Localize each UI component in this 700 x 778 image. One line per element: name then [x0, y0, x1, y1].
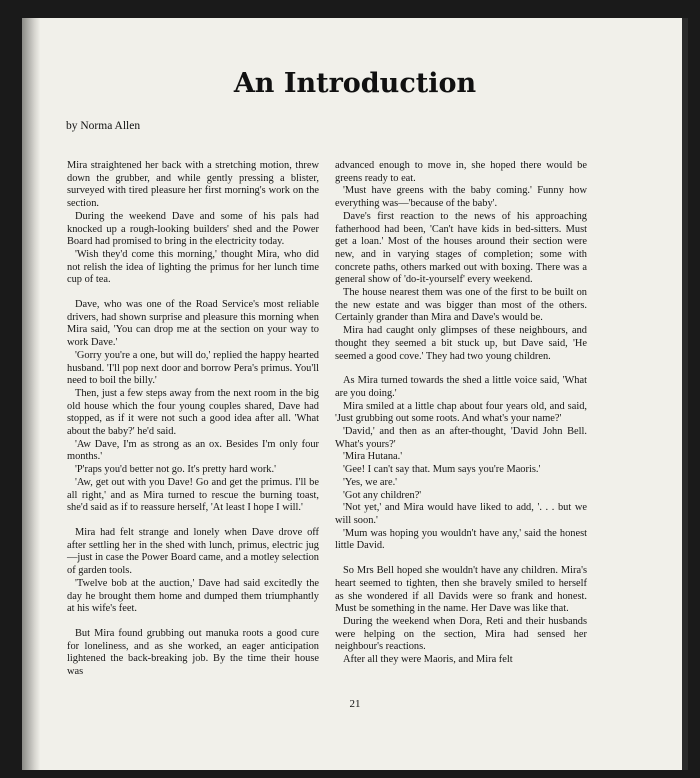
paragraph: 'Not yet,' and Mira would have liked to add, '. . . but we will soon.' [335, 502, 587, 526]
article-title: An Introduction [233, 68, 477, 99]
paragraph: During the weekend Dave and some of his pals had knocked up a rough-looking builders' shed and the Power Board had promised to bring in the electricity today. [67, 210, 319, 248]
paragraph: Dave's first reaction to the news of his approaching fatherhood had been, 'Can't have kids in bed-sitters. Must get a loan.' Most of the houses around their section were new, and in varying stages of completion; some with concrete paths, others marked out with boxing. There was a general show of 'do-it-yourself' every weekend. [335, 210, 587, 286]
paragraph: 'Got any children?' [343, 489, 422, 501]
paragraph: Then, just a few steps away from the next room in the big old house which the four young couples shared, Dave had stopped, as if it were not such a good idea after all. 'What about the baby?' he'd said. [67, 387, 319, 438]
paragraph: 'Gee! I can't say that. Mum says you're Maoris.' [343, 464, 541, 476]
paragraph: 'P'raps you'd better not go. It's pretty hard work.' [75, 464, 276, 476]
paragraph: advanced enough to move in, she hoped there would be greens ready to eat. [335, 160, 587, 184]
text-column-right [335, 160, 587, 667]
paragraph: 'Wish they'd come this morning,' thought Mira, who did not relish the idea of lighting the primus for her lunch time cup of tea. [67, 248, 319, 286]
paragraph: Mira straightened her back with a stretching motion, threw down the grubber, and while gently pressing a blister, surveyed with tired pleasure her first morning's work on the section. [67, 160, 319, 210]
paragraph: 'Twelve bob at the auction,' Dave had said excitedly the day he brought them home and dumped them triumphantly at his wife's feet. [67, 577, 319, 615]
paragraph: Mira had felt strange and lonely when Dave drove off after settling her in the shed with lunch, primus, electric jug—just in case the Power Board came, and a motley selection of garden tools. [67, 526, 319, 577]
paragraph: 'Mum was hoping you wouldn't have any,' said the honest little David. [335, 527, 587, 552]
paragraph: 'Yes, we are.' [343, 476, 398, 488]
page-number: 21 [349, 698, 361, 710]
paragraph: 'Must have greens with the baby coming.' Funny how everything was—'because of the baby'. [335, 185, 587, 210]
paragraph: 'Aw, get out with you Dave! Go and get the primus. I'll be all right,' and as Mira turned to rescue the burning toast, she'd said as if to reassure herself, 'At least I hope I will.' [67, 476, 319, 514]
paragraph: 'Mira Hutana.' [343, 451, 403, 463]
paragraph: As Mira turned towards the shed a little voice said, 'What are you doing.' [335, 375, 587, 399]
book-page [22, 18, 688, 770]
paragraph: 'David,' and then as an after-thought, 'David John Bell. What's yours?' [335, 426, 587, 450]
paragraph: But Mira found grubbing out manuka roots a good cure for loneliness, and as she worked, an eager anticipation lightened the back-breaking job. By the time their house was [67, 627, 319, 678]
paragraph: Mira smiled at a little chap about four years old, and said, 'Just grubbing out some roots. And what's your name?' [335, 400, 587, 425]
paragraph: During the weekend when Dora, Reti and their husbands were helping on the section, Mira had sensed her neighbour's reactions. [335, 615, 587, 653]
paragraph: 'Aw Dave, I'm as strong as an ox. Besides I'm only four months.' [67, 438, 319, 463]
paragraph: The house nearest them was one of the first to be built on the new estate and was bigger than most of the others. Certainly grander than Mira and Dave's would be. [335, 287, 587, 324]
byline: by Norma Allen [66, 120, 141, 132]
paragraph: Mira had caught only glimpses of these neighbours, and thought they seemed a bit stuck up, but Dave said, 'He seemed a good cove.' They had two young children. [335, 325, 587, 362]
page-edge [682, 18, 688, 770]
page-gutter [22, 18, 40, 770]
text-column-left [67, 160, 319, 679]
paragraph: After all they were Maoris, and Mira felt [343, 654, 513, 666]
paragraph: So Mrs Bell hoped she wouldn't have any children. Mira's heart seemed to tighten, then she bravely smiled to herself as she wondered if all Davids were so frank and honest. Must be something in the name. Her Dave was like that. [335, 565, 587, 615]
paragraph: 'Gorry you're a one, but will do,' replied the happy hearted husband. 'I'll pop next door and borrow Pera's primus. You'll need to boil the billy.' [67, 349, 319, 387]
paragraph: Dave, who was one of the Road Service's most reliable drivers, had shown surprise and pleasure this morning when Mira said, 'You can drop me at the section on your way to work Dave.' [67, 299, 319, 349]
